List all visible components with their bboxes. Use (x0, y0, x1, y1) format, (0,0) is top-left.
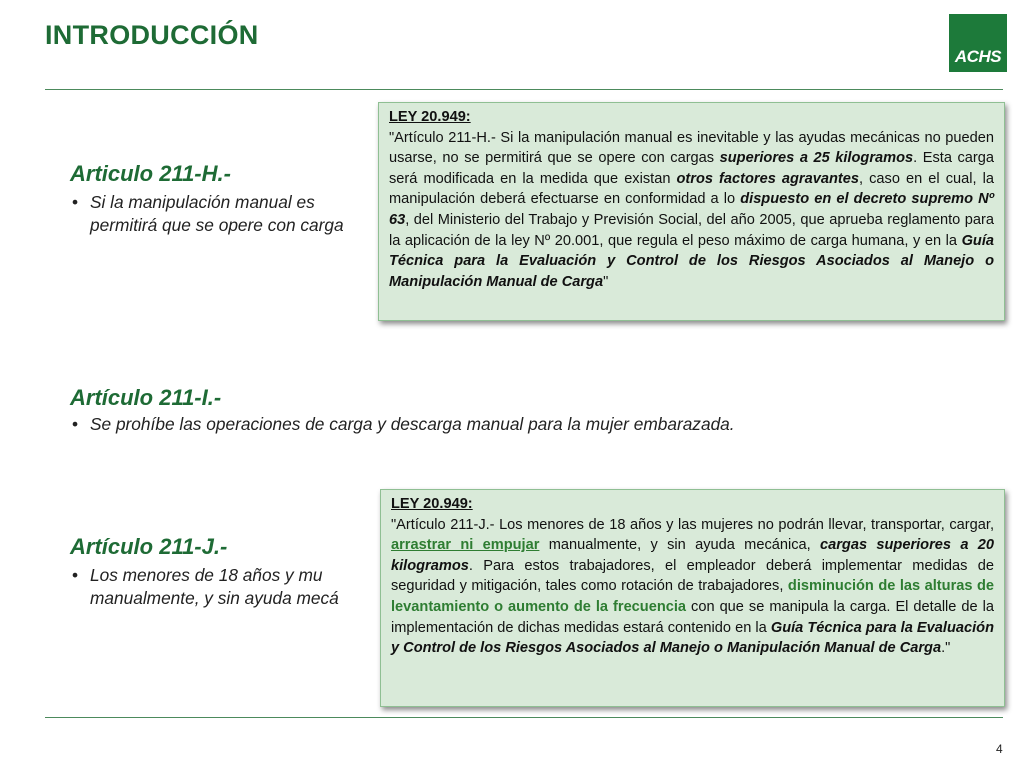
law-note-211h (378, 102, 1005, 321)
bullet-text-line2: manualmente, y sin ayuda mecá (90, 588, 339, 608)
bullet-text-line2: permitirá que se opere con carga (90, 215, 344, 235)
note-text: con que se manipula la carga. El detalle de la implementación de dichas medidas estará contenido en la (391, 598, 994, 636)
note-heading: LEY 20.949: (389, 109, 471, 125)
note-emphasis: otros factores agravantes (676, 170, 859, 187)
top-divider (45, 89, 1003, 90)
note-emphasis: cargas superiores a 20 kilogramos (391, 537, 994, 574)
note-emphasis: dispuesto en el decreto supremo Nº 63 (389, 191, 994, 228)
note-heading: LEY 20.949: (391, 496, 473, 512)
article-heading-211h: Articulo 211-H.- (70, 161, 231, 186)
bullet-text-line1: Se prohíbe las operaciones de carga y descarga manual para la mujer embarazada. (90, 414, 735, 434)
note-text: . Esta carga será modificada en la medida que existan (389, 150, 994, 187)
note-emphasis: Guía Técnica para la Evaluación y Control de los Riesgos Asociados al Manejo o Manipulación Manual de Carga (389, 232, 994, 290)
logo-text: ACHS (954, 47, 1002, 66)
bullet-icon: • (72, 414, 79, 434)
article-heading-211i: Artículo 211-I.- (70, 385, 222, 410)
note-text: ." (941, 640, 951, 657)
note-text: manualmente, y sin ayuda mecánica, (539, 537, 821, 554)
note-highlight: disminución de las alturas de levantamiento o aumento de la frecuencia (391, 578, 995, 615)
bullet-icon: • (72, 565, 79, 585)
achs-logo (949, 14, 1007, 72)
note-text: . Para estos trabajadores, el empleador deberá implementar medidas de seguridad y mitigación, tales como rotación de trabajadores, (391, 557, 994, 595)
note-emphasis: superiores a 25 kilogramos (719, 150, 914, 167)
article-heading-211j: Artículo 211-J.- (70, 534, 228, 559)
law-note-211j (380, 489, 1005, 707)
note-text: "Artículo 211-H.- Si la manipulación manual es inevitable y las ayudas mecánicas no pueden usarse, no se permitirá que se opere con cargas (389, 129, 994, 167)
note-text: , del Ministerio del Trabajo y Previsión Social, del año 2005, que aprueba reglamento para la aplicación de la ley Nº 20.001, que regula el peso máximo de carga humana, y en la (389, 211, 994, 249)
bottom-divider (45, 717, 1003, 718)
note-text: " (603, 273, 609, 290)
note-text: , caso en el cual, la manipulación deberá efectuarse en conformidad a lo (389, 170, 994, 208)
page-number: 4 (996, 742, 1003, 756)
note-highlight: arrastrar ni empujar (391, 537, 540, 554)
bullet-text-line1: Los menores de 18 años y mu (90, 565, 323, 585)
bullet-icon: • (72, 192, 79, 212)
note-emphasis: Guía Técnica para la Evaluación y Control de los Riesgos Asociados al Manejo o Manipulación Manual de Carga (391, 619, 994, 657)
article-bullet-211i (72, 413, 862, 436)
page-title: INTRODUCCIÓN (45, 20, 259, 50)
note-text: "Artículo 211-J.- Los menores de 18 años y las mujeres no podrán llevar, transportar, cargar, (391, 516, 994, 533)
bullet-text-line1: Si la manipulación manual es (90, 192, 315, 212)
